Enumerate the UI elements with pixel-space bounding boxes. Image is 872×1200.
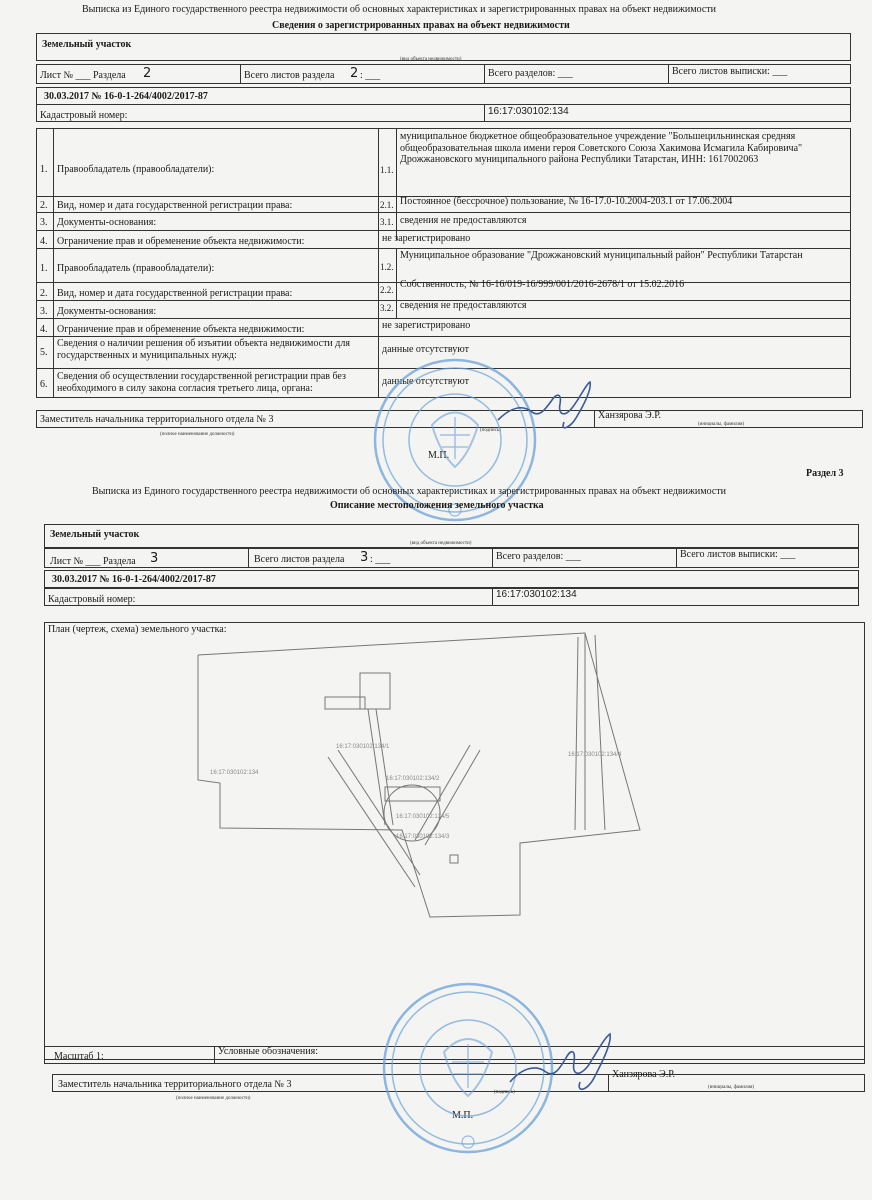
- position-caption: (полное наименование должности): [160, 432, 235, 437]
- parcel-label: 16:17:030102:134/1: [336, 744, 390, 750]
- row-value: не зарегистрировано: [382, 233, 471, 244]
- row-sub: 3.2.: [380, 303, 394, 313]
- row-num: 1.: [40, 164, 48, 175]
- row-value: данные отсутствуют: [382, 376, 469, 387]
- sheets-in-section-label: Всего листов раздела: [254, 554, 345, 565]
- extract-header: Выписка из Единого государственного реестра недвижимости об основных характеристиках и зарегистрированных правах на объект недвижимости: [82, 4, 717, 15]
- row-num: 3.: [40, 217, 48, 228]
- parcel-label: 16:17:030102:134/5: [396, 814, 450, 820]
- row-label: Сведения о наличии решения об изъятии объекта недвижимости для государственных и муниципальных нужд:: [57, 338, 350, 361]
- signature-icon: [500, 1030, 630, 1100]
- signature-caption: (подпись): [480, 428, 501, 433]
- parcel-label: 16:17:030102:134/3: [396, 834, 450, 840]
- plan-label: План (чертеж, схема) земельного участка:: [48, 624, 227, 635]
- initials-caption: (инициалы, фамилия): [698, 422, 745, 427]
- row-value: Постоянное (бессрочное) пользование, № 16-17.0-10.2004-203.1 от 17.06.2004: [400, 196, 733, 207]
- object-type: Земельный участок: [50, 529, 140, 540]
- parcel-label: 16:17:030102:134/2: [386, 776, 440, 782]
- section-number: 2: [143, 66, 152, 81]
- total-sheets: Всего листов выписки: ___: [680, 549, 796, 560]
- sheet-label: Лист № ___ Раздела: [50, 556, 136, 567]
- row-value: сведения не предоставляются: [400, 215, 527, 226]
- row-value: сведения не предоставляются: [400, 300, 527, 311]
- row-sub: 2.1.: [380, 200, 394, 210]
- parcel-label: 16:17:030102:134/4: [568, 752, 622, 758]
- row-num: 4.: [40, 324, 48, 335]
- row-value: Муниципальное образование "Дрожжановский муниципальный район" Республики Татарстан: [400, 250, 803, 261]
- section-label: Раздел 3: [806, 468, 844, 479]
- date-number: 30.03.2017 № 16-0-1-264/4002/2017-87: [44, 91, 208, 102]
- cadastral-label: Кадастровый номер:: [40, 110, 128, 121]
- row-value: Собственность, № 16-16/019-16/999/001/2016-2678/1 от 15.02.2016: [400, 279, 685, 290]
- row-num: 2.: [40, 288, 48, 299]
- legend-label: Условные обозначения:: [218, 1046, 319, 1057]
- row-value: не зарегистрировано: [382, 320, 471, 331]
- initials-caption: (инициалы, фамилия): [708, 1085, 755, 1090]
- row-label: Сведения об осуществлении государственной регистрации прав без необходимого в силу закона согласия третьего лица, органа:: [57, 371, 346, 394]
- extract-header: Выписка из Единого государственного реестра недвижимости об основных характеристиках и зарегистрированных правах на объект недвижимости: [92, 486, 727, 497]
- stamp-label: М.П.: [452, 1110, 474, 1121]
- total-sections: Всего разделов: ___: [488, 68, 573, 79]
- total-sections: Всего разделов: ___: [496, 551, 581, 562]
- signer-position: Заместитель начальника территориального отдела № 3: [40, 414, 274, 425]
- cadastral-row: [36, 104, 851, 122]
- position-caption: (полное наименование должности): [176, 1096, 251, 1101]
- signature-icon: [490, 378, 610, 438]
- sheets-in-section-value: 2: [350, 66, 359, 81]
- sheets-in-section-value: 3: [360, 550, 369, 565]
- cadastral-label: Кадастровый номер:: [48, 594, 136, 605]
- cadastral-value: 16:17:030102:134: [488, 106, 569, 117]
- row-num: 6.: [40, 379, 48, 390]
- row-value: муниципальное бюджетное общеобразовательное учреждение "Большецильнинская средняя общеобразовательная школа имени героя Советского Союза Хакимова Исмагила Кабировича" Дрожжановского муниципального района Республики Татарстан, ИНН: 1617002063: [400, 131, 803, 165]
- row-num: 2.: [40, 200, 48, 211]
- sheets-in-section-suffix: : ___: [360, 70, 381, 81]
- row-sub: 2.2.: [380, 285, 394, 295]
- row-num: 4.: [40, 236, 48, 247]
- object-type-caption: (вид объекта недвижимости): [410, 541, 472, 546]
- parcel-plan-drawing: [190, 625, 650, 920]
- section-subtitle: Сведения о зарегистрированных правах на объект недвижимости: [272, 20, 570, 31]
- row-label: Документы-основания:: [57, 217, 157, 228]
- signer-name: Ханзярова Э.Р.: [598, 410, 662, 421]
- row-label: Правообладатель (правообладатели):: [57, 263, 215, 274]
- scale-label: Масштаб 1:: [54, 1051, 104, 1062]
- sheets-in-section-label: Всего листов раздела: [244, 70, 335, 81]
- row-label: Вид, номер и дата государственной регистрации права:: [57, 288, 293, 299]
- row-label: Документы-основания:: [57, 306, 157, 317]
- signer-position: Заместитель начальника территориального отдела № 3: [58, 1079, 292, 1090]
- signature-caption: (подпись): [494, 1090, 515, 1095]
- row-label: Ограничение прав и обременение объекта недвижимости:: [57, 236, 305, 247]
- row-value: данные отсутствуют: [382, 344, 469, 355]
- row-num: 1.: [40, 263, 48, 274]
- stamp-label: М.П.: [428, 450, 450, 461]
- cadastral-value: 16:17:030102:134: [496, 589, 577, 600]
- row-label: Правообладатель (правообладатели):: [57, 164, 215, 175]
- object-type: Земельный участок: [42, 39, 132, 50]
- sheets-in-section-suffix: : ___: [370, 554, 391, 565]
- section-number: 3: [150, 551, 159, 566]
- parcel-label: 16:17:030102:134: [210, 770, 259, 776]
- row-num: 3.: [40, 306, 48, 317]
- row-sub: 3.1.: [380, 217, 394, 227]
- sheet-label: Лист № ___ Раздела: [40, 70, 126, 81]
- row-num: 5.: [40, 347, 48, 358]
- row-label: Вид, номер и дата государственной регистрации права:: [57, 200, 293, 211]
- signer-name: Ханзярова Э.Р.: [612, 1069, 676, 1080]
- row-label: Ограничение прав и обременение объекта недвижимости:: [57, 324, 305, 335]
- total-sheets: Всего листов выписки: ___: [672, 66, 788, 77]
- date-number: 30.03.2017 № 16-0-1-264/4002/2017-87: [52, 574, 216, 585]
- row-sub: 1.2.: [380, 262, 394, 272]
- section-subtitle: Описание местоположения земельного участка: [330, 500, 544, 511]
- row-sub: 1.1.: [380, 165, 394, 175]
- cadastral-row: [44, 588, 859, 606]
- object-type-caption: (вид объекта недвижимости): [400, 57, 462, 62]
